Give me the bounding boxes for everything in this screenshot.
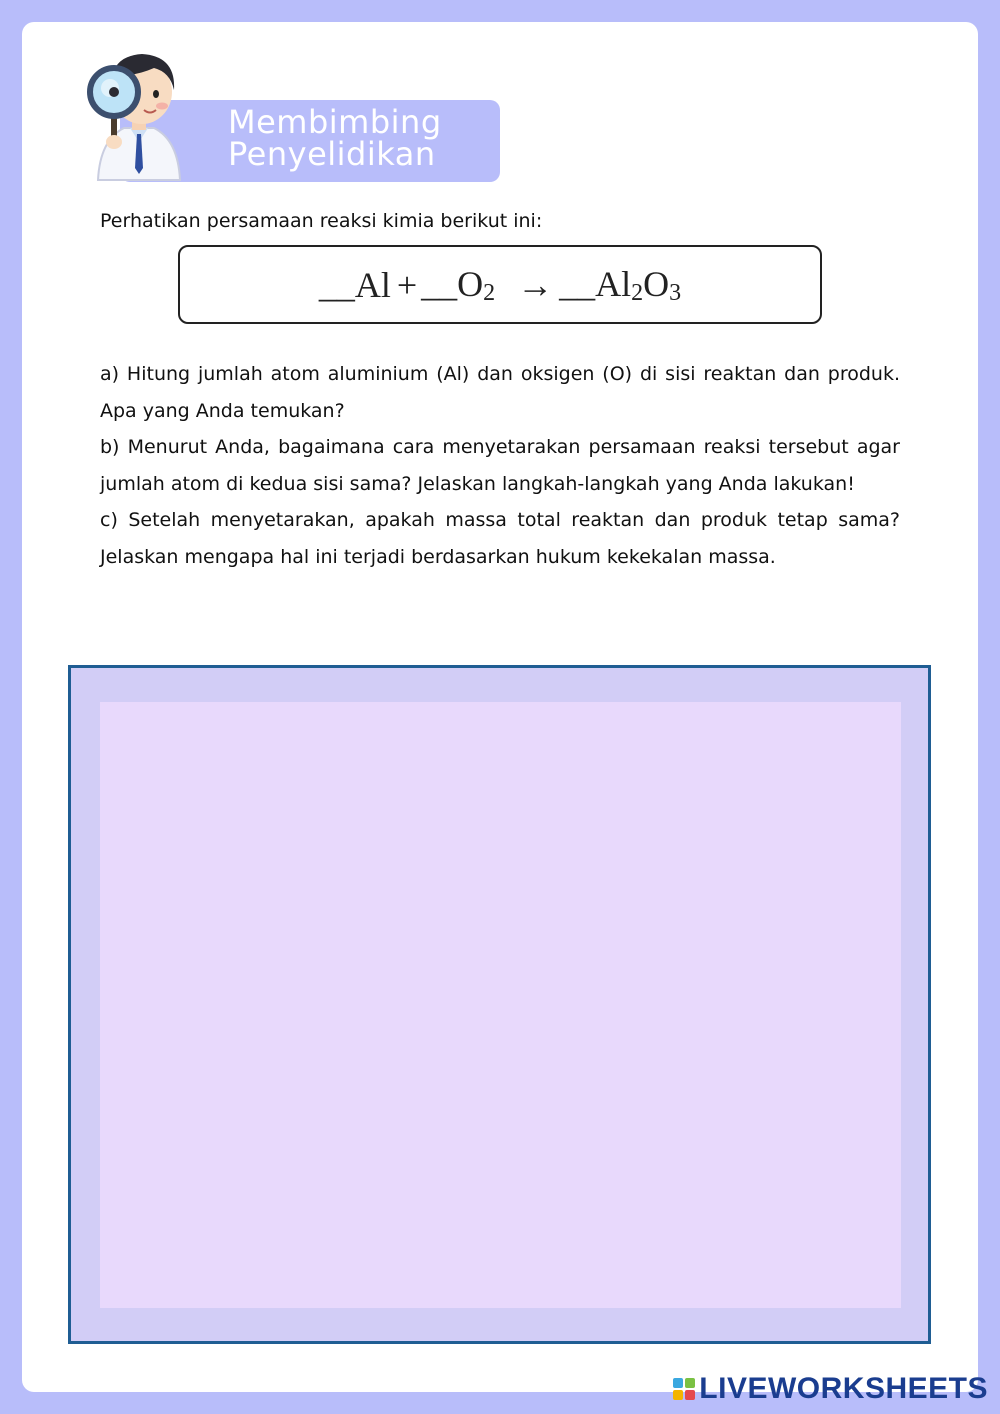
question-list [100, 356, 900, 575]
liveworksheets-logo-text: LIVEWORKSHEETS [699, 1372, 988, 1405]
section-title-line2: Penyelidikan [228, 135, 436, 173]
question-c: c) Setelah menyetarakan, apakah massa total reaktan dan produk tetap sama? Jelaskan mengapa hal ini terjadi berdasarkan hukum kekekalan massa. [100, 509, 900, 568]
equation-plus: + [396, 264, 418, 305]
answer-text-field[interactable] [100, 702, 901, 1308]
equation-reactant-o2: $\_\_O_2$ [421, 263, 496, 306]
question-a: a) Hitung jumlah atom aluminium (Al) dan oksigen (O) di sisi reaktan dan produk. Apa yang Anda temukan? [100, 363, 900, 422]
chemical-equation [178, 245, 822, 324]
answer-area [68, 665, 931, 1344]
intro-text: Perhatikan persamaan reaksi kimia berikut ini: [100, 210, 543, 232]
question-b: b) Menurut Anda, bagaimana cara menyetarakan persamaan reaksi tersebut agar jumlah atom di kedua sisi sama? Jelaskan langkah-langkah yang Anda lakukan! [100, 436, 900, 495]
liveworksheets-logo-icon [673, 1378, 695, 1400]
equation-product-al2o3: $\_\_Al_2O_3$ [559, 263, 682, 306]
scientist-magnifier-illustration [84, 30, 194, 186]
equation-reactant-al: __Al [318, 264, 391, 305]
section-title-line1: Membimbing [228, 103, 442, 141]
liveworksheets-logo [673, 1372, 988, 1406]
section-title [228, 103, 442, 173]
equation-arrow: → [517, 264, 554, 305]
